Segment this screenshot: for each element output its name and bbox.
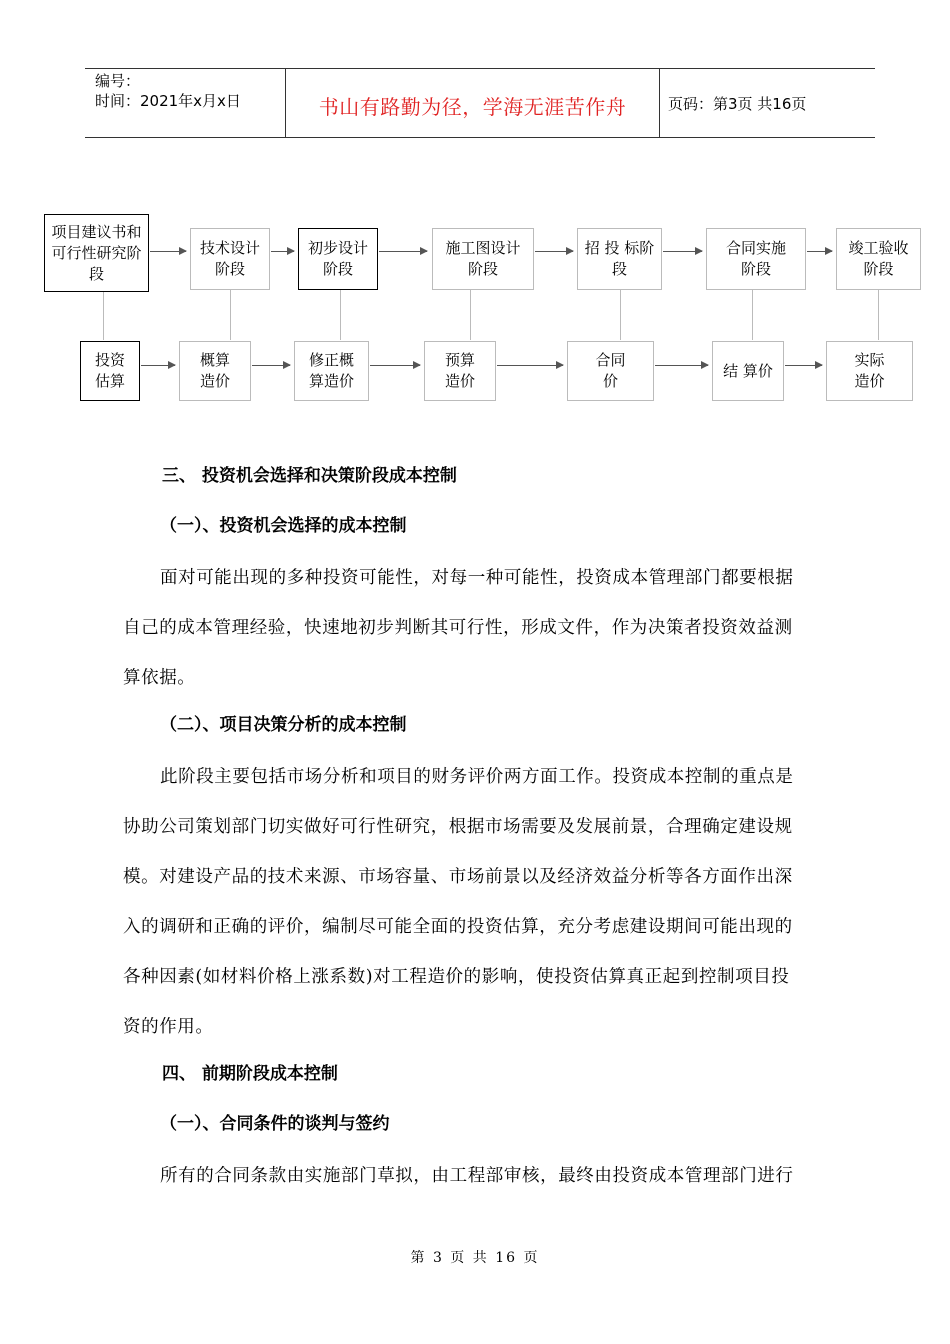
connector-line: [620, 290, 621, 340]
connector-line: [340, 290, 341, 340]
cost-box-investment-estimate: 投资估算: [80, 341, 140, 401]
number-label: 编号：: [95, 72, 141, 90]
cost-box-budget-estimate: 概算造价: [179, 341, 251, 401]
page-footer: 第 3 页 共 16 页: [410, 1250, 540, 1266]
cost-box-budget-price: 预算造价: [424, 341, 496, 401]
stage-box-preliminary-design: 初步设计阶段: [298, 228, 378, 290]
stage-box-contract-implementation: 合同实施阶段: [706, 228, 806, 290]
stage-box-completion: 竣工验收阶段: [836, 228, 921, 290]
cost-box-revised-estimate: 修正概算造价: [294, 341, 369, 401]
paragraph-line: 面对可能出现的多种投资可能性，对每一种可能性，投资成本管理部门都要根据: [160, 568, 794, 588]
connector-line: [230, 290, 231, 340]
paragraph-line: 协助公司策划部门切实做好可行性研究，根据市场需要及发展前景，合理确定建设规: [123, 817, 793, 837]
section-heading: 四、 前期阶段成本控制: [162, 1064, 338, 1084]
subsection-heading: （二）、项目决策分析的成本控制: [160, 715, 407, 735]
stage-box-construction-drawing: 施工图设计阶段: [432, 228, 534, 290]
paragraph-line: 算依据。: [123, 668, 196, 688]
subsection-heading: （一）、合同条件的谈判与签约: [160, 1114, 390, 1134]
cost-box-contract-price: 合同价: [567, 341, 654, 401]
header-page-label: 页码：第3页 共16页: [668, 95, 807, 113]
paragraph-line: 各种因素(如材料价格上涨系数)对工程造价的影响，使投资估算真正起到控制项目投: [123, 967, 790, 987]
flow-arrow: [252, 365, 290, 366]
cost-box-actual-cost: 实际造价: [826, 341, 913, 401]
flow-arrow: [141, 365, 175, 366]
flow-arrow: [785, 365, 822, 366]
flow-arrow: [150, 251, 186, 252]
paragraph-line: 模。对建设产品的技术来源、市场容量、市场前景以及经济效益分析等各方面作出深: [123, 867, 793, 887]
connector-line: [878, 290, 879, 340]
flow-arrow: [807, 251, 832, 252]
flow-arrow: [497, 365, 563, 366]
paragraph-line: 所有的合同条款由实施部门草拟，由工程部审核，最终由投资成本管理部门进行: [160, 1166, 794, 1186]
stage-box-bidding: 招 投 标阶段: [577, 228, 662, 290]
time-label: 时间：2021年x月x日: [95, 92, 241, 110]
flow-arrow: [370, 365, 420, 366]
header-motto: 书山有路勤为径，学海无涯苦作舟: [318, 95, 627, 119]
connector-line: [470, 290, 471, 340]
paragraph-line: 此阶段主要包括市场分析和项目的财务评价两方面工作。投资成本控制的重点是: [160, 767, 794, 787]
cost-box-settlement-price: 结 算价: [712, 341, 784, 401]
paragraph-line: 自己的成本管理经验，快速地初步判断其可行性，形成文件，作为决策者投资效益测: [123, 618, 793, 638]
stage-box-feasibility: 项目建议书和可行性研究阶段: [44, 214, 149, 292]
flow-arrow: [379, 251, 427, 252]
connector-line: [752, 290, 753, 340]
paragraph-line: 资的作用。: [123, 1017, 214, 1037]
flow-arrow: [655, 365, 708, 366]
flow-arrow: [271, 251, 294, 252]
connector-line: [103, 292, 104, 340]
cost-flow-diagram: [0, 0, 950, 420]
paragraph-line: 入的调研和正确的评价，编制尽可能全面的投资估算，充分考虑建设期间可能出现的: [123, 917, 793, 937]
subsection-heading: （一）、投资机会选择的成本控制: [160, 516, 407, 536]
stage-box-technical-design: 技术设计阶段: [190, 228, 270, 290]
section-heading: 三、 投资机会选择和决策阶段成本控制: [162, 466, 457, 486]
flow-arrow: [663, 251, 702, 252]
flow-arrow: [535, 251, 573, 252]
